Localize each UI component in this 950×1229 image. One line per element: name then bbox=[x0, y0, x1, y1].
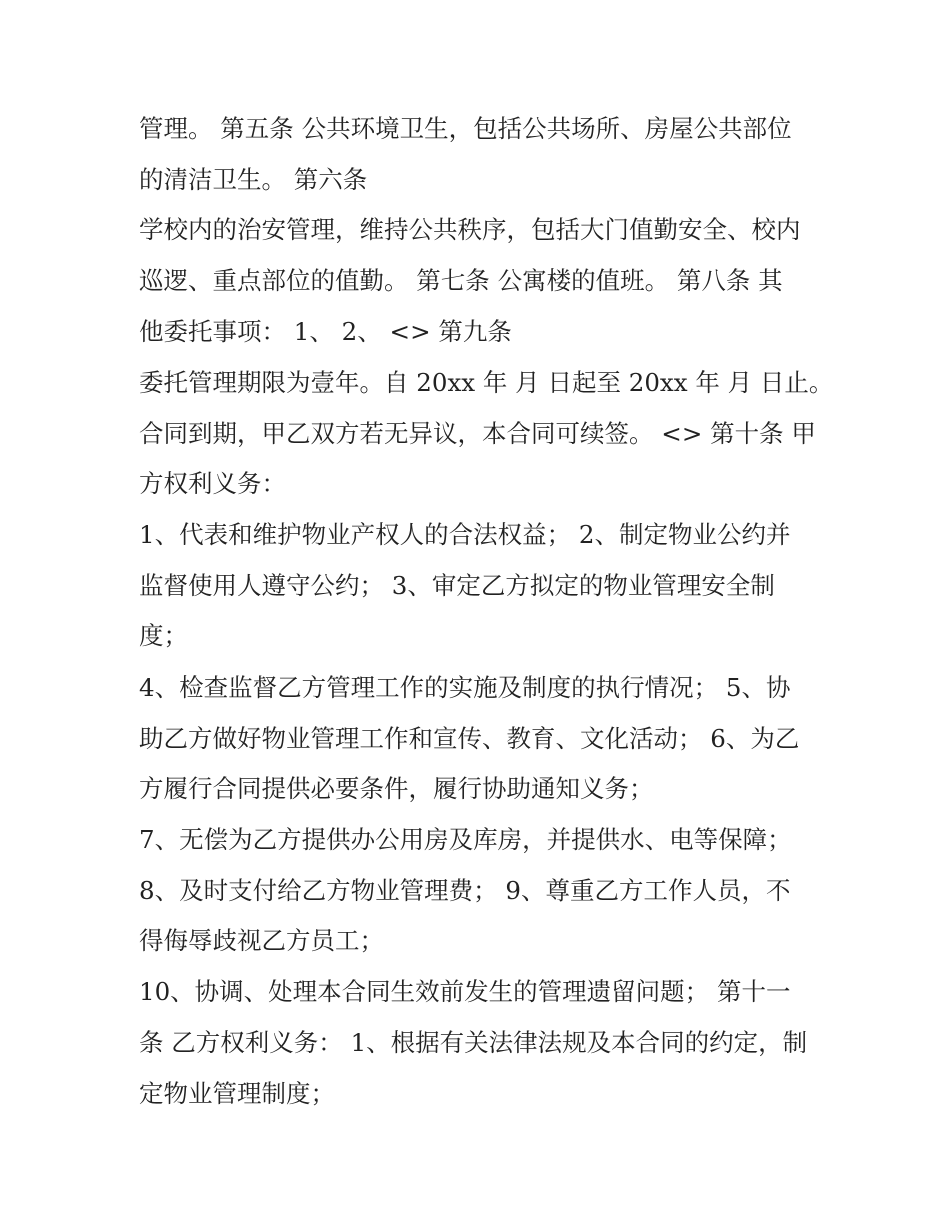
text-line-15: 7、无偿为乙方提供办公用房及库房，并提供水、电等保障； bbox=[139, 825, 792, 854]
text-line-3: 学校内的治安管理，维持公共秩序，包括大门值勤安全、校内 bbox=[139, 215, 801, 244]
text-line-8: 方权利义务： bbox=[139, 469, 286, 498]
text-line-7: 合同到期，甲乙双方若无异议，本合同可续签。 <> 第十条 甲 bbox=[139, 419, 816, 448]
text-line-11: 度； bbox=[139, 621, 188, 650]
text-line-1: 管理。 第五条 公共环境卫生，包括公共场所、房屋公共部位 bbox=[139, 114, 792, 143]
text-line-18: 10、协调、处理本合同生效前发生的管理遗留问题； 第十一 bbox=[139, 977, 791, 1006]
text-line-10: 监督使用人遵守公约； 3、审定乙方拟定的物业管理安全制 bbox=[139, 571, 775, 600]
text-line-6: 委托管理期限为壹年。自 20xx 年 月 日起至 20xx 年 月 日止。 bbox=[139, 368, 834, 397]
text-line-4: 巡逻、重点部位的值勤。 第七条 公寓楼的值班。 第八条 其 bbox=[139, 266, 783, 295]
text-line-20: 定物业管理制度； bbox=[139, 1079, 335, 1108]
text-line-2: 的清洁卫生。 第六条 bbox=[139, 165, 368, 194]
text-line-13: 助乙方做好物业管理工作和宣传、教育、文化活动； 6、为乙 bbox=[139, 724, 800, 753]
text-line-16: 8、及时支付给乙方物业管理费； 9、尊重乙方工作人员，不 bbox=[139, 876, 791, 905]
text-line-5: 他委托事项： 1、 2、 <> 第九条 bbox=[139, 317, 512, 346]
text-line-17: 得侮辱歧视乙方员工； bbox=[139, 926, 384, 955]
text-line-12: 4、检查监督乙方管理工作的实施及制度的执行情况； 5、协 bbox=[139, 673, 791, 702]
text-line-14: 方履行合同提供必要条件，履行协助通知义务； bbox=[139, 774, 654, 803]
text-line-9: 1、代表和维护物业产权人的合法权益； 2、制定物业公约并 bbox=[139, 520, 791, 549]
text-line-19: 条 乙方权利义务： 1、根据有关法律法规及本合同的约定，制 bbox=[139, 1028, 808, 1057]
